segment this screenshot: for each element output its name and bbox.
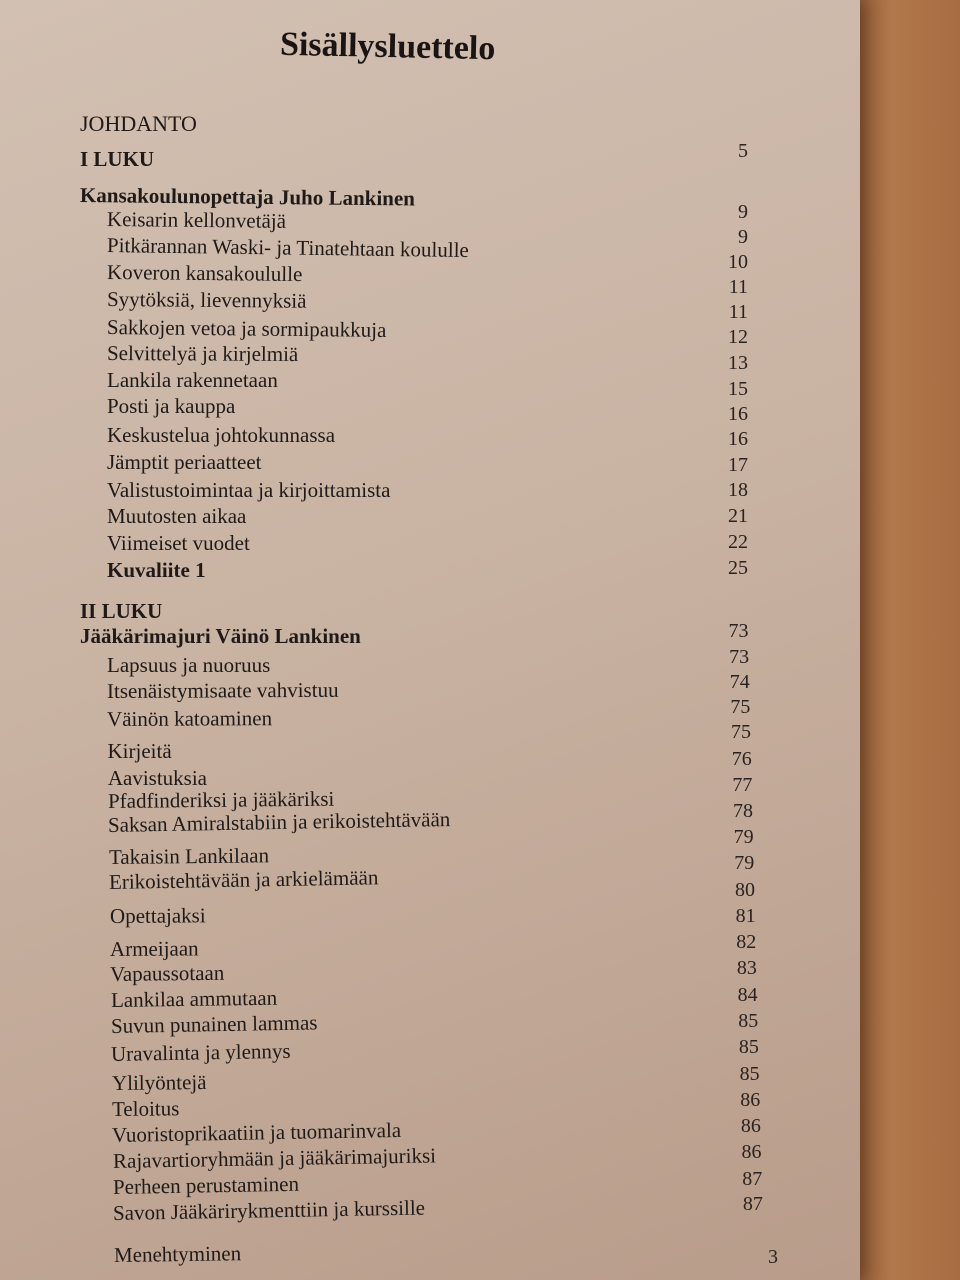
toc-page-number: 79 — [733, 826, 754, 848]
toc-page-number: 16 — [728, 403, 748, 425]
toc-entry: Viimeiset vuodet — [107, 531, 250, 555]
toc-entry: Jämptit periaatteet — [107, 450, 262, 474]
toc-entry: Lankila rakennetaan — [107, 368, 278, 392]
toc-page-number: 82 — [736, 931, 757, 953]
toc-entry: Savon Jääkärirykmenttiin ja kurssille — [113, 1195, 426, 1225]
toc-entry: Lankilaa ammutaan — [110, 985, 277, 1012]
toc-page-number: 18 — [728, 479, 748, 501]
toc-entry: Syytöksiä, lievennyksiä — [106, 287, 307, 313]
toc-entry: Takaisin Lankilaan — [108, 843, 269, 869]
toc-entry: Keisarin kellonvetäjä — [106, 207, 287, 233]
toc-entry: Armeijaan — [109, 936, 199, 961]
book-edge — [846, 0, 960, 1280]
toc-entry: Valistustoimintaa ja kirjoittamista — [107, 478, 391, 502]
toc-page-number: 16 — [728, 428, 748, 450]
toc-page-number: 86 — [740, 1115, 761, 1137]
toc-page-number: 12 — [728, 326, 748, 348]
toc-page-number: 85 — [738, 1010, 759, 1032]
toc-page-number: 13 — [728, 352, 748, 374]
toc-entry: Väinön katoaminen — [107, 706, 273, 731]
toc-entry: Teloitus — [111, 1096, 180, 1121]
toc-heading: Jääkärimajuri Väinö Lankinen — [80, 624, 361, 648]
toc-page-number: 5 — [738, 140, 748, 162]
toc-entry: Erikoistehtävään ja arkielämään — [108, 865, 379, 894]
toc-page-number: 75 — [731, 721, 752, 743]
toc-page-number: 10 — [728, 251, 748, 273]
toc-page-number: 9 — [738, 226, 748, 248]
toc-page-number: 78 — [733, 800, 753, 822]
toc-page-number: 81 — [735, 905, 756, 927]
toc-page-number: 11 — [728, 301, 748, 323]
toc-entry: Perheen perustaminen — [112, 1171, 300, 1199]
toc-entry: Muutosten aikaa — [107, 504, 247, 528]
toc-page-number: 9 — [738, 201, 748, 223]
toc-page-number: 87 — [742, 1168, 763, 1190]
toc-entry: Pfadfinderiksi ja jääkäriksi — [107, 786, 335, 813]
toc-page-number: 17 — [728, 454, 748, 476]
toc-page-number: 15 — [728, 378, 748, 400]
toc-entry: Menehtyminen — [113, 1241, 242, 1267]
toc-entry: Suvun punainen lammas — [110, 1010, 318, 1038]
toc-page-number: 11 — [728, 276, 748, 298]
toc-page-number: 80 — [734, 879, 755, 901]
toc-page-number: 21 — [728, 505, 748, 527]
toc-entry: Keskustelua johtokunnassa — [107, 423, 336, 447]
toc-page-number: 84 — [737, 984, 758, 1006]
toc-page-number: 75 — [730, 696, 751, 718]
toc-page-number: 25 — [728, 557, 748, 579]
toc-page-number: 76 — [731, 748, 752, 770]
toc-page-number: 87 — [742, 1193, 763, 1215]
page-title: Sisällysluettelo — [279, 25, 496, 68]
toc-page-number: 86 — [741, 1141, 762, 1163]
toc-page-number: 22 — [728, 531, 748, 553]
toc-heading: JOHDANTO — [80, 111, 197, 136]
toc-entry: Itsenäistymisaate vahvistuu — [106, 677, 339, 703]
toc-entry: Kuvaliite 1 — [107, 558, 206, 582]
toc-heading: II LUKU — [80, 599, 163, 623]
toc-page-number: 74 — [729, 671, 750, 693]
toc-entry: Uravalinta ja ylennys — [111, 1038, 292, 1066]
toc-entry: Saksan Amiralstabiin ja erikoistehtävään — [108, 807, 451, 837]
toc-heading: Kansakoulunopettaja Juho Lankinen — [79, 183, 416, 211]
toc-page-number: 86 — [740, 1089, 761, 1111]
toc-page-number: 79 — [734, 852, 755, 874]
toc-page-number: 85 — [739, 1063, 760, 1085]
toc-page-number: 85 — [738, 1036, 759, 1058]
toc-entry: Pitkärannan Waski- ja Tinatehtaan koululle — [106, 233, 470, 263]
toc-entry: Sakkojen vetoa ja sormipaukkuja — [106, 315, 387, 342]
toc-page-number: 83 — [736, 957, 757, 979]
toc-heading: I LUKU — [80, 147, 155, 171]
toc-entry: Lapsuus ja nuoruus — [107, 653, 271, 677]
toc-entry: Vapaussotaan — [110, 960, 225, 986]
toc-entry: Ylilyöntejä — [111, 1070, 207, 1095]
page-folio: 3 — [768, 1246, 778, 1268]
toc-entry: Opettajaksi — [109, 903, 206, 928]
toc-entry: Vuoristoprikaatiin ja tuomarinvala — [112, 1117, 402, 1147]
toc-entry: Koveron kansakoululle — [106, 260, 303, 287]
toc-page-number: 73 — [728, 620, 749, 642]
toc-page-number: 73 — [729, 646, 750, 668]
toc-entry: Kirjeitä — [107, 739, 172, 763]
toc-page-number: 77 — [732, 774, 753, 796]
toc-entry: Rajavartioryhmään ja jääkärimajuriksi — [112, 1143, 436, 1173]
toc-entry: Selvittelyä ja kirjelmiä — [106, 341, 299, 367]
toc-entry: Posti ja kauppa — [107, 394, 236, 418]
toc-entry: Aavistuksia — [107, 766, 207, 790]
